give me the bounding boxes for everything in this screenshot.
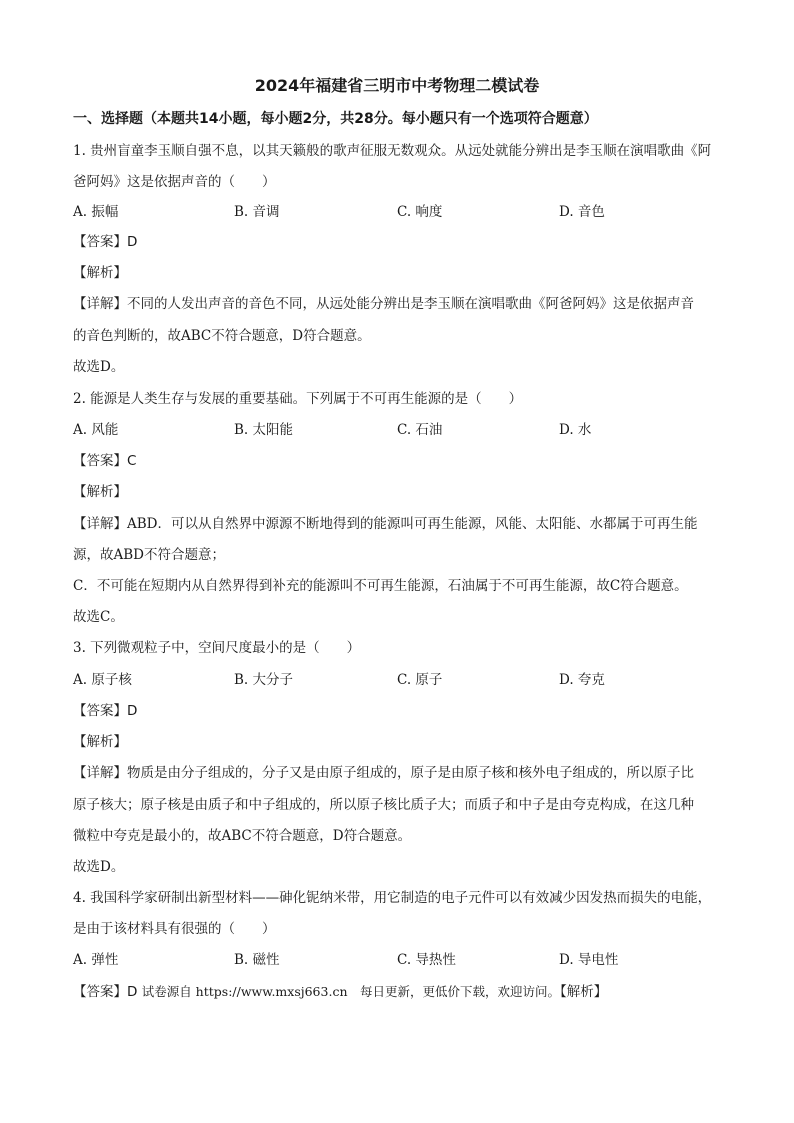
- analysis-label: 【解析】: [73, 265, 127, 281]
- detail-line-1: 【详解】物质是由分子组成的，分子又是由原子组成的，原子是由原子核和核外电子组成的，所以原子比: [73, 765, 694, 781]
- detail-line-2: 的音色判断的，故ABC不符合题意，D符合题意。: [73, 328, 371, 344]
- question-2-stem-line-1: 2. 能源是人类生存与发展的重要基础。下列属于不可再生能源的是（ ）: [73, 391, 523, 407]
- option-a: A. 振幅: [73, 204, 119, 220]
- option-c: C. 响度: [397, 204, 443, 220]
- option-b: B. 大分子: [234, 672, 294, 688]
- option-a: A. 原子核: [73, 672, 132, 688]
- conclusion: 故选D。: [73, 359, 125, 375]
- answer-label: 【答案】D: [73, 234, 138, 250]
- option-d: D. 水: [559, 422, 592, 438]
- analysis-label: 【解析】: [560, 984, 608, 1000]
- page-title: 2024年福建省三明市中考物理二模试卷: [254, 76, 540, 95]
- option-c: C. 原子: [397, 672, 443, 688]
- detail-line-1: 【详解】不同的人发出声音的音色不同，从远处能分辨出是李玉顺在演唱歌曲《阿爸阿妈》这是依据声音: [73, 296, 694, 312]
- answer-label: 【答案】D: [73, 984, 138, 1000]
- option-a: A. 风能: [73, 422, 119, 438]
- option-d: D. 音色: [559, 204, 605, 220]
- section-heading: 一、选择题（本题共14小题，每小题2分，共28分。每小题只有一个选项符合题意）: [73, 111, 598, 127]
- option-d: D. 夸克: [559, 672, 605, 688]
- option-c: C. 导热性: [397, 952, 456, 968]
- question-1-stem-line-2: 爸阿妈》这是依据声音的（ ）: [73, 174, 276, 190]
- option-a: A. 弹性: [73, 952, 119, 968]
- option-b: B. 磁性: [234, 952, 280, 968]
- answer-label: 【答案】D: [73, 703, 138, 719]
- option-c: C. 石油: [397, 422, 443, 438]
- answer-source-line: [73, 982, 607, 1002]
- option-d: D. 导电性: [559, 952, 619, 968]
- source-note: 试卷源自 https://www.mxsj663.cn 每日更新，更低价下载，欢迎访问。: [141, 984, 560, 999]
- analysis-label: 【解析】: [73, 734, 127, 750]
- option-b: B. 音调: [234, 204, 280, 220]
- detail-line-2: 源，故ABD不符合题意；: [73, 547, 225, 563]
- conclusion: 故选C。: [73, 609, 124, 625]
- detail-line-2: 原子核大；原子核是由质子和中子组成的，所以原子核比质子大；而质子和中子是由夸克构成，在这几种: [73, 797, 694, 813]
- option-b: B. 太阳能: [234, 422, 294, 438]
- question-4-stem-line-2: 是由于该材料具有很强的（ ）: [73, 921, 276, 937]
- detail-line-3: C．不可能在短期内从自然界得到补充的能源叫不可再生能源，石油属于不可再生能源，故C符合题意。: [73, 578, 688, 594]
- detail-line-3: 微粒中夸克是最小的，故ABC不符合题意，D符合题意。: [73, 828, 412, 844]
- detail-line-1: 【详解】ABD．可以从自然界中源源不断地得到的能源叫可再生能源，风能、太阳能、水都属于可再生能: [73, 516, 698, 532]
- question-1-stem-line-1: 1. 贵州盲童李玉顺自强不息，以其天籁般的歌声征服无数观众。从远处就能分辨出是李玉顺在演唱歌曲《阿: [73, 143, 712, 159]
- conclusion: 故选D。: [73, 859, 125, 875]
- analysis-label: 【解析】: [73, 484, 127, 500]
- question-4-stem-line-1: 4. 我国科学家研制出新型材料——砷化铌纳米带，用它制造的电子元件可以有效减少因发热而损失的电能，: [73, 890, 712, 906]
- answer-label: 【答案】C: [73, 453, 137, 469]
- question-3-stem-line-1: 3. 下列微观粒子中，空间尺度最小的是（ ）: [73, 640, 361, 656]
